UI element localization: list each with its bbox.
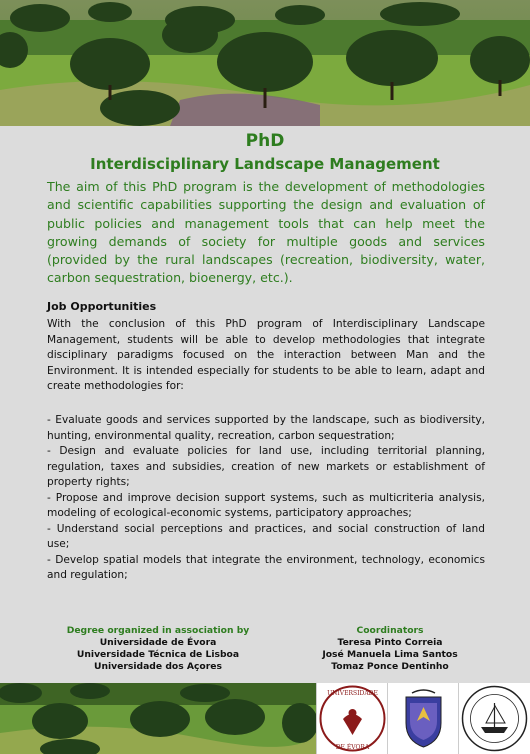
svg-text:UNIVERSIDADE: UNIVERSIDADE xyxy=(327,690,378,697)
coordinator-name: José Manuela Lima Santos xyxy=(322,649,458,660)
landscape-photo-bottom xyxy=(0,683,316,754)
association-member: Universidade de Évora xyxy=(99,637,217,648)
coordinators-block xyxy=(290,625,490,673)
bullet-item: - Evaluate goods and services supported by the landscape, such as biodiversity, hunting, environmental quality, recreation, carbon sequestration; xyxy=(47,414,485,442)
page-subtitle: Interdisciplinary Landscape Management xyxy=(90,155,440,173)
association-block xyxy=(60,625,256,673)
page-title: PhD xyxy=(245,131,285,151)
intro-paragraph: The aim of this PhD program is the development of methodologies and scientific capabilities supporting the design and evaluation of public policies and management tools that can help meet the growing demands of society for multiple goods and services (provided by the rural landscapes (recreation, biodiversity, water, carbon sequestration, bioenergy, etc.). xyxy=(47,179,485,286)
coordinator-name: Teresa Pinto Correia xyxy=(337,637,443,648)
evora-logo xyxy=(316,683,387,754)
lisboa-crest-logo xyxy=(387,683,458,754)
job-opportunities-text xyxy=(47,317,485,395)
association-heading: Degree organized in association by xyxy=(66,625,250,636)
job-opportunities-heading: Job Opportunities xyxy=(47,300,157,313)
svg-text:DE ÉVORA: DE ÉVORA xyxy=(335,744,370,751)
landscape-photo-top xyxy=(0,0,530,126)
bullet-item: - Design and evaluate policies for land use, including territorial planning, regulation, taxes and subsidies, creation of new markets or establishment of property rights; xyxy=(47,445,485,488)
association-member: Universidade Técnica de Lisboa xyxy=(76,649,240,660)
coordinators-heading: Coordinators xyxy=(356,625,424,636)
bullet-item: - Propose and improve decision support systems, such as multicriteria analysis, modeling of ecological-economic systems, participatory approaches; xyxy=(47,491,485,519)
university-logos xyxy=(316,683,530,754)
association-member: Universidade dos Açores xyxy=(94,661,222,672)
lisboa-ship-logo xyxy=(458,683,529,754)
bullet-item: - Understand social perceptions and practices, and social construction of land use; xyxy=(47,522,485,550)
bullet-item: - Develop spatial models that integrate the environment, technology, economics and regulation; xyxy=(47,553,485,581)
job-intro-text: With the conclusion of this PhD program of Interdisciplinary Landscape Management, students will be able to develop methodologies that integrate disciplinary paradigms focused on the interaction between Man and the Environment. It is intended especially for students to be able to learn, adapt and create methodologies for: xyxy=(47,318,485,392)
coordinator-name: Tomaz Ponce Dentinho xyxy=(331,661,449,672)
job-bullet-list xyxy=(47,413,485,584)
